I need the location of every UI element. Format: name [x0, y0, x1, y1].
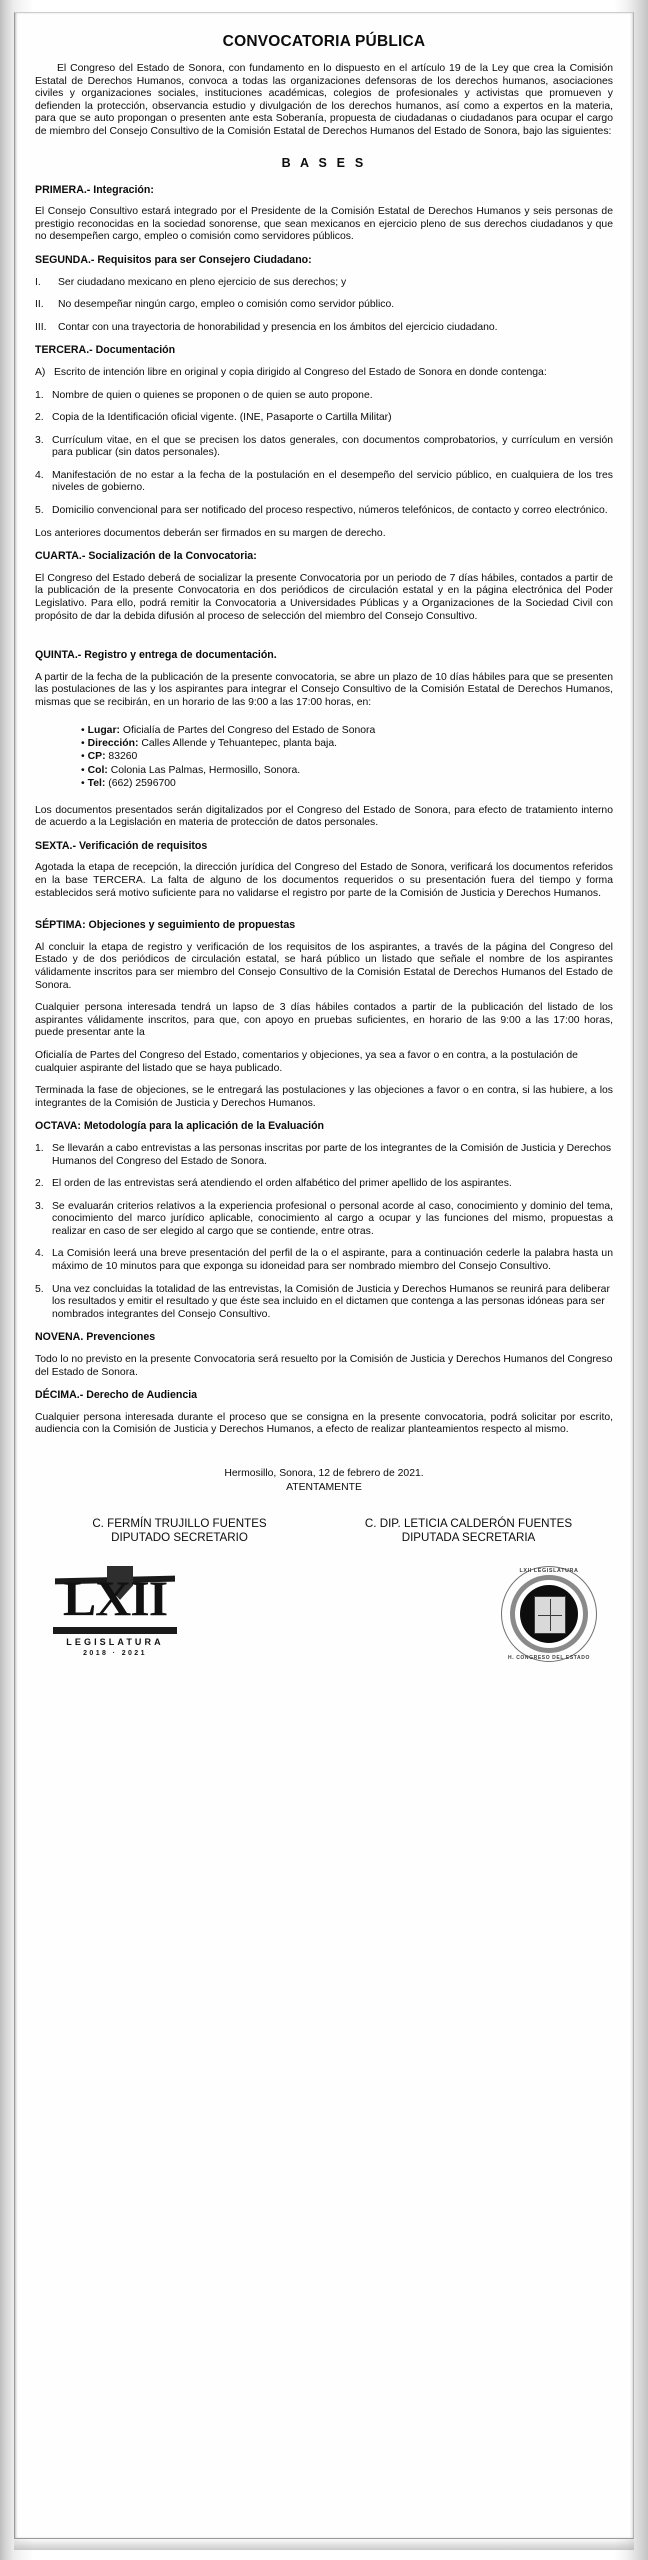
list-item: [35, 390, 613, 403]
congress-seal-logo: [501, 1566, 597, 1662]
list-text: Manifestación de no estar a la fecha de la postulación en el desempeño del servicio público, en cualquiera de los tres niveles de gobierno.: [52, 469, 613, 494]
section-heading-octava: OCTAVA: Metodología para la aplicación de la Evaluación: [35, 1120, 325, 1133]
list-marker: I.: [35, 276, 41, 288]
list-marker: 5.: [35, 505, 44, 517]
lxii-letters: LXII: [62, 1569, 168, 1626]
section-heading-quinta: QUINTA.- Registro y entrega de documentación.: [35, 649, 277, 662]
list-item: [35, 367, 613, 380]
list-marker: III.: [35, 321, 47, 333]
signatory-name: C. DIP. LETICIA CALDERÓN FUENTES: [364, 1517, 573, 1530]
list-marker: 2.: [35, 1178, 44, 1190]
list-marker: 4.: [35, 469, 44, 481]
seal-coat-of-arms-icon: [534, 1596, 566, 1634]
list-marker: 4.: [35, 1248, 44, 1260]
novena-body: Todo lo no previsto en la presente Convocatoria será resuelto por la Comisión de Justicia y Derechos Humanos del Congreso del Estado de Sonora.: [35, 1354, 613, 1378]
list-item: [35, 322, 613, 335]
page-title: CONVOCATORIA PÚBLICA: [222, 33, 426, 50]
contact-label: Lugar:: [87, 724, 120, 736]
seal-top-text: LXII LEGISLATURA: [519, 1567, 579, 1574]
list-text: Copia de la Identificación oficial vigente. (INE, Pasaporte o Cartilla Militar): [52, 412, 392, 424]
signatory-role: DIPUTADA SECRETARIA: [401, 1531, 536, 1545]
bases-heading: B A S E S: [281, 155, 367, 170]
section-heading-decima: DÉCIMA.- Derecho de Audiencia: [35, 1389, 198, 1402]
section-spacer: [35, 910, 613, 919]
quinta-body: A partir de la fecha de la publicación de la presente convocatoria, se abre un plazo de 10 días hábiles para que se presenten las postulaciones de las y los aspirantes para integrar el Consejo Consultivo de la Comisión Estatal de Derechos Humanos, mismas que se recibirán, en un horario de las 9:00 a las 17:00 horas, en:: [35, 671, 613, 708]
signature-block: [35, 1517, 613, 1546]
section-heading-tercera: TERCERA.- Documentación: [35, 344, 176, 357]
section-heading-sexta: SEXTA.- Verificación de requisitos: [35, 839, 208, 852]
section-heading-primera: PRIMERA.- Integración:: [35, 183, 154, 196]
septima-paragraph-1: Al concluir la etapa de registro y verificación de los requisitos de los aspirantes, a través de la página del Congreso del Estado y de dos periódicos de circulación estatal, se hará público un listado que señale el nombre de los aspirantes válidamente inscritos para ser miembro del Consejo Consultivo de la Comisión Estatal de Derechos Humanos del Estado de Sonora.: [35, 941, 613, 991]
list-item: [35, 277, 613, 290]
list-text: Una vez concluidas la totalidad de las entrevistas, la Comisión de Justicia y Derechos Humanos se reunirá para deliberar los resultados y emitir el resultado y que éste sea incluido en el dictamen que contenga a las personas idóneas para ser nombrados integrantes del Consejo Consultivo.: [52, 1283, 610, 1320]
place-and-date: Hermosillo, Sonora, 12 de febrero de 2021.: [224, 1468, 424, 1479]
list-text: El orden de las entrevistas será atendiendo el orden alfabético del primer apellido de los aspirantes.: [52, 1178, 512, 1190]
section-heading-novena: NOVENA. Prevenciones: [35, 1331, 156, 1344]
contact-value: Oficialía de Partes del Congreso del Estado de Sonora: [119, 724, 376, 736]
bullet-icon: •: [81, 738, 85, 749]
contact-label: Col:: [87, 764, 108, 776]
list-marker: 1.: [35, 389, 44, 401]
lxii-bottom-bar: [53, 1627, 177, 1634]
list-marker: 5.: [35, 1283, 44, 1295]
lxii-emblem-icon: [49, 1570, 181, 1632]
quinta-closing: Los documentos presentados serán digitalizados por el Congreso del Estado de Sonora, para efecto de tratamiento interno de acuerdo a la Legislación en materia de protección de datos personales.: [35, 804, 613, 829]
intro-paragraph: El Congreso del Estado de Sonora, con fundamento en lo dispuesto en el artículo 19 de la Ley que crea la Comisión Estatal de Derechos Humanos, convoca a todas las organizaciones defensoras de los derechos humanos, asociaciones civiles y organizaciones sociales, instituciones académicas, colegios de profesionales y activistas que promueven y defienden la protección, observancia estudio y divulgación de los derechos humanos, así como a expertos en la materia, para que se auto propongan o presenten ante esta Soberanía, propuesta de ciudadanas o ciudadanos para ocupar el cargo de miembro del Consejo Consultivo de la Comisión Estatal de Derechos Humanos del Estado de Sonora, bajo las siguientes:: [35, 63, 613, 137]
bullet-icon: •: [81, 764, 85, 776]
septima-paragraph-4: Terminada la fase de objeciones, se le entregará las postulaciones y las objeciones a favor o en contra, si las hubiere, a los integrantes de la Comisión de Justicia y Derechos Humanos.: [35, 1085, 613, 1109]
list-marker: II.: [35, 299, 44, 311]
list-text: Escrito de intención libre en original y copia dirigido al Congreso del Estado de Sonora en donde contenga:: [54, 366, 547, 378]
bullet-icon: •: [81, 724, 85, 736]
list-text: Contar con una trayectoria de honorabilidad y presencia en los ámbitos del ejercicio ciudadano.: [58, 321, 498, 333]
list-text: No desempeñar ningún cargo, empleo o comisión como servidor público.: [58, 299, 395, 311]
list-text: Ser ciudadano mexicano en pleno ejercicio de sus derechos; y: [58, 276, 347, 288]
list-item: [81, 750, 613, 763]
list-text: Currículum vitae, en el que se precisen los datos generales, con documentos comprobatorios, y currículum en versión para publicar (sin datos personales).: [52, 434, 613, 459]
contact-value: Calles Allende y Tehuantepec, planta baja.: [138, 738, 337, 749]
document-page: [14, 12, 634, 2539]
list-item: [81, 737, 613, 750]
list-text: Se evaluarán criterios relativos a la experiencia profesional o personal acorde al caso, conocimiento y dominio del tema, conocimiento del marco jurídico aplicable, conocimiento al cargo a ocupar y las funciones del mismo, propuestas a realizar en caso de ser elegido al cargo que se contiende, entre otras.: [52, 1200, 613, 1237]
list-marker: 2.: [35, 412, 44, 424]
closing-block: [35, 1467, 613, 1495]
signatory-right: [324, 1517, 613, 1546]
lxii-legislature-logo: [49, 1570, 181, 1657]
list-item: [81, 724, 613, 737]
list-item: [35, 1178, 613, 1191]
signatory-name: C. FERMÍN TRUJILLO FUENTES: [92, 1517, 267, 1530]
list-item: [35, 1143, 613, 1168]
bullet-icon: •: [81, 751, 85, 763]
sexta-body: Agotada la etapa de recepción, la dirección jurídica del Congreso del Estado de Sonora, verificará los documentos referidos en la base TERCERA. La falta de alguno de los documentos requeridos o su presentación fuera del tiempo y forma establecidos será motivo suficiente para no validarse el registro por parte de la Comisión de Justicia y Derechos Humanos.: [35, 862, 613, 899]
document-content: [15, 13, 633, 1690]
contact-label: CP:: [87, 751, 106, 763]
list-item: [81, 777, 613, 790]
list-marker: 3.: [35, 1200, 44, 1212]
list-text: Nombre de quien o quienes se proponen o de quien se auto propone.: [52, 389, 373, 401]
contact-value: Colonia Las Palmas, Hermosillo, Sonora.: [107, 764, 301, 776]
list-item: [35, 505, 613, 518]
list-text: Domicilio convencional para ser notificado del proceso respectivo, números telefónicos, de contacto y correo electrónico.: [52, 505, 608, 517]
seal-bottom-text: H. CONGRESO DEL ESTADO: [508, 1654, 590, 1661]
list-item: [35, 412, 613, 425]
contact-list: [35, 724, 613, 791]
section-heading-cuarta: CUARTA.- Socialización de la Convocatoria:: [35, 550, 257, 563]
tercera-closing: Los anteriores documentos deberán ser firmados en su margen de derecho.: [35, 527, 386, 539]
lxii-subtitle: LEGISLATURA: [66, 1636, 164, 1647]
contact-value: 83260: [105, 751, 138, 763]
list-marker: 1.: [35, 1142, 44, 1154]
list-text: Se llevarán a cabo entrevistas a las personas inscritas por parte de los integrantes de la Comisión de Justicia y Derechos Humanos del Congreso del Estado de Sonora.: [52, 1142, 612, 1167]
list-item: [35, 470, 613, 495]
list-marker: 3.: [35, 434, 44, 446]
signatory-role: DIPUTADO SECRETARIO: [111, 1531, 248, 1545]
lxii-years: 2018 · 2021: [83, 1649, 147, 1657]
list-text: La Comisión leerá una breve presentación del perfil de la o el aspirante, para a continuación cederle la palabra hasta un máximo de 10 minutos para que exponga su idoneidad para ser nombrado miembro del Consejo Consultivo.: [52, 1248, 613, 1273]
contact-label: Tel:: [87, 778, 106, 790]
contact-value: (662) 2596700: [105, 778, 176, 790]
list-item: [35, 435, 613, 460]
logo-row: [35, 1560, 613, 1680]
list-item: [35, 299, 613, 312]
section-heading-segunda: SEGUNDA.- Requisitos para ser Consejero Ciudadano:: [35, 253, 312, 266]
contact-label: Dirección:: [87, 738, 139, 749]
list-item: [81, 764, 613, 777]
list-item: [35, 1284, 613, 1322]
page-bottom-shadow: [14, 2538, 634, 2550]
salutation: ATENTAMENTE: [286, 1482, 362, 1493]
signatory-left: [35, 1517, 324, 1546]
bullet-icon: •: [81, 778, 85, 790]
cuarta-body: El Congreso del Estado deberá de socializar la presente Convocatoria por un periodo de 7 días hábiles, contados a partir de la publicación de la presente Convocatoria en dos periódicos de circulación estatal y en la página electrónica del Poder Legislativo. Para ello, podrá remitir la Convocatoria a Universidades Públicas y a Organizaciones de la Sociedad Civil con propósito de dar la debida difusión al proceso de selección del miembro del Consejo Consultivo.: [35, 572, 613, 622]
primera-body: El Consejo Consultivo estará integrado por el Presidente de la Comisión Estatal de Derechos Humanos y seis personas de prestigio reconocidas en la sociedad sonorense, que sean mexicanos en ejercicio pleno de sus derechos ciudadanos y que no desempeñen cargo, empleo o comisión como servidores públicos.: [35, 206, 613, 243]
list-marker: A): [35, 366, 46, 378]
decima-body: Cualquier persona interesada durante el proceso que se consigna en la presente convocatoria, podrá solicitar por escrito, audiencia con la Comisión de Justicia y Derechos Humanos, a efecto de realizar planteamientos respecto al mismo.: [35, 1411, 613, 1436]
list-item: [35, 1201, 613, 1239]
septima-paragraph-2: Cualquier persona interesada tendrá un lapso de 3 días hábiles contados a partir de la publicación del listado de los aspirantes válidamente inscritos, para que, con apoyo en pruebas suficientes, en horario de las 9:00 a las 17:00 horas, puede presentar ante la: [35, 1002, 613, 1039]
septima-paragraph-3: Oficialía de Partes del Congreso del Estado, comentarios y objeciones, ya sea a favor o en contra, a la postulación de cualquier aspirante del listado que se haya publicado.: [35, 1049, 578, 1074]
section-heading-septima: SÉPTIMA: Objeciones y seguimiento de propuestas: [35, 919, 296, 932]
list-item: [35, 1248, 613, 1273]
section-spacer: [35, 633, 613, 649]
